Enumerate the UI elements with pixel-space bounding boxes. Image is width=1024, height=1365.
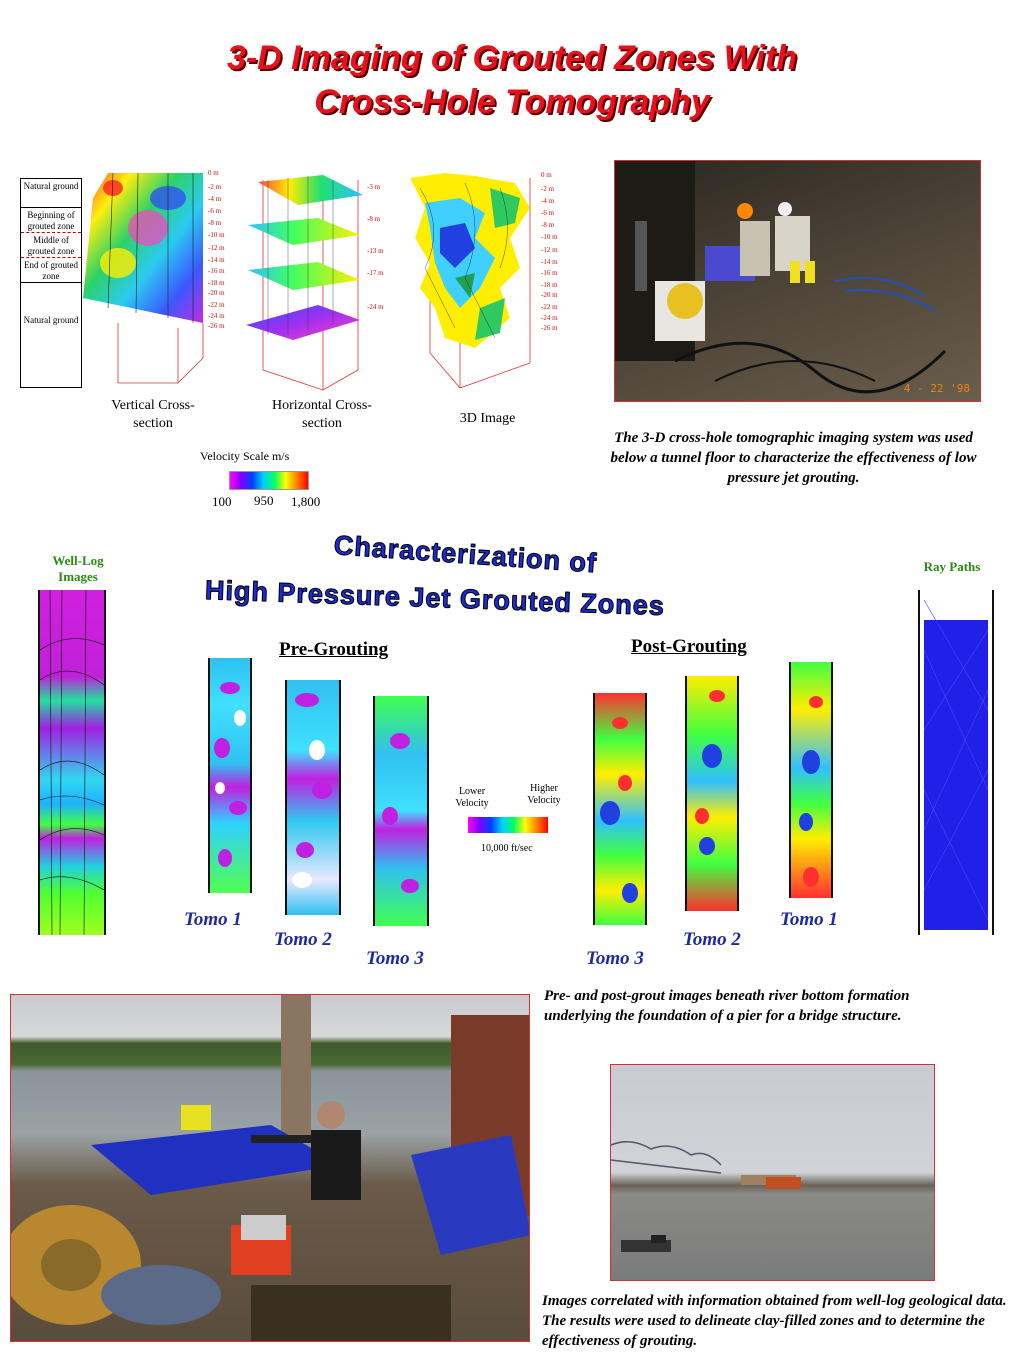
pre-grouting-heading: Pre-Grouting [279,639,389,660]
ray-paths-lines [920,590,992,935]
mid-velocity-number: 10,000 [481,843,509,854]
heading-line-1: Characterization of [332,530,598,579]
well-log-label: Well-Log Images [52,553,104,584]
ray-paths-image [918,590,994,935]
zone-natural-top: Natural ground [21,179,81,208]
depth-label: -12 m [541,246,558,254]
horizontal-cross-section-image [238,170,368,392]
ray-paths-label: Ray Paths [923,559,981,574]
post-tomo-2-label: Tomo 2 [683,929,741,950]
bridge-pier-scene [611,1065,934,1280]
bottom-caption: Images correlated with information obtained from well-log geological data. The results were used to delineate clay-filled zones and to determine the effectiveness of grouting. [542,1293,1007,1349]
lower-velocity-label: Lower Velocity [455,786,489,809]
well-log-image [38,590,106,935]
velocity-scale-min: 100 [212,494,232,509]
zone-legend [20,178,82,388]
river-caption: Pre- and post-grout images beneath river bottom formation underlying the foundation of a pier for a bridge structure. [544,988,910,1024]
depth-label: -4 m [208,195,222,203]
depth-label: -18 m [208,279,225,287]
velocity-scale-title: Velocity Scale m/s [200,449,290,463]
zone-end: End of grouted zone [21,258,81,283]
depth-label: -20 m [541,291,558,299]
depth-label: -8 m [367,215,381,223]
tunnel-photo [614,160,981,402]
page-title [0,36,1024,124]
title-line-2: Cross-Hole Tomography [314,83,710,121]
depth-label: -8 m [541,221,555,229]
mid-velocity-unit: ft/sec [511,843,533,854]
zone-natural-bottom: Natural ground [23,315,79,325]
pre-tomo-1-label: Tomo 1 [184,909,242,930]
pre-tomo-1-image [208,658,252,893]
depth-label: -10 m [541,233,558,241]
depth-label: -22 m [541,303,558,311]
depth-label: -2 m [208,183,222,191]
3d-image-caption: 3D Image [459,411,516,426]
depth-label: -10 m [208,231,225,239]
depth-label: -14 m [541,258,558,266]
depth-label: -6 m [541,209,555,217]
depth-label: -4 m [541,197,555,205]
zone-middle: Middle of grouted zone [21,233,81,258]
river-barge-photo [10,994,530,1342]
vertical-cross-section-image [78,168,208,390]
pre-tomo-3-label: Tomo 3 [366,948,424,969]
depth-label: -26 m [541,324,558,332]
post-tomo-3-label: Tomo 3 [586,948,644,969]
mid-velocity-scale-bar [468,817,548,833]
tunnel-caption: The 3-D cross-hole tomographic imaging system was used below a tunnel floor to characterize the effectiveness of low pressure jet grouting. [610,430,977,486]
velocity-scale-max: 1,800 [291,494,321,509]
heading-line-2: High Pressure Jet Grouted Zones [204,575,666,622]
post-grouting-heading: Post-Grouting [631,636,747,657]
mid-velocity-value [481,843,533,854]
title-line-1: 3-D Imaging of Grouted Zones With [226,39,798,77]
depth-label: 0 m [208,169,219,177]
post-tomo-3-image [593,693,647,925]
3d-image [405,168,540,393]
post-tomo-1-blobs [791,662,831,898]
depth-label: -20 m [208,289,225,297]
depth-label: -14 m [208,256,225,264]
pre-tomo-2-label: Tomo 2 [274,929,332,950]
velocity-scale-bar [229,471,309,490]
depth-label: -2 m [541,185,555,193]
pre-tomo-2-blobs [287,680,339,915]
post-tomo-3-blobs [595,693,645,925]
depth-label: -24 m [208,312,225,320]
pre-tomo-3-image [373,696,429,926]
depth-label: -8 m [208,219,222,227]
depth-label: -22 m [208,301,225,309]
pre-tomo-3-blobs [375,696,427,926]
bridge-pier-photo [610,1064,935,1281]
photo-date-stamp: 4 - 22 '98 [903,382,970,395]
depth-label: -12 m [208,244,225,252]
depth-scale-mid [367,170,397,330]
depth-label: -16 m [541,269,558,277]
depth-label: -26 m [208,322,225,330]
post-tomo-1-label: Tomo 1 [780,909,838,930]
depth-label: -18 m [541,281,558,289]
river-barge-scene [11,995,529,1341]
tunnel-photo-scene [615,161,980,401]
post-tomo-2-blobs [687,676,737,911]
pre-tomo-2-image [285,680,341,915]
depth-label: -17 m [367,269,384,277]
depth-label: -6 m [208,207,222,215]
vertical-cross-section-caption: Vertical Cross-section [111,398,195,431]
depth-label: -16 m [208,267,225,275]
depth-label: 0 m [541,171,552,179]
depth-label: -24 m [541,314,558,322]
velocity-scale-mid: 950 [254,493,274,508]
depth-label: -13 m [367,247,384,255]
depth-label: -3 m [367,183,381,191]
higher-velocity-label: Higher Velocity [527,783,561,806]
post-tomo-1-image [789,662,833,898]
pre-tomo-1-blobs [210,658,250,893]
horizontal-cross-section-caption: Horizontal Cross-section [272,398,372,431]
depth-label: -24 m [367,303,384,311]
well-log-contours [40,590,104,935]
post-tomo-2-image [685,676,739,911]
zone-beginning: Beginning of grouted zone [21,208,81,233]
